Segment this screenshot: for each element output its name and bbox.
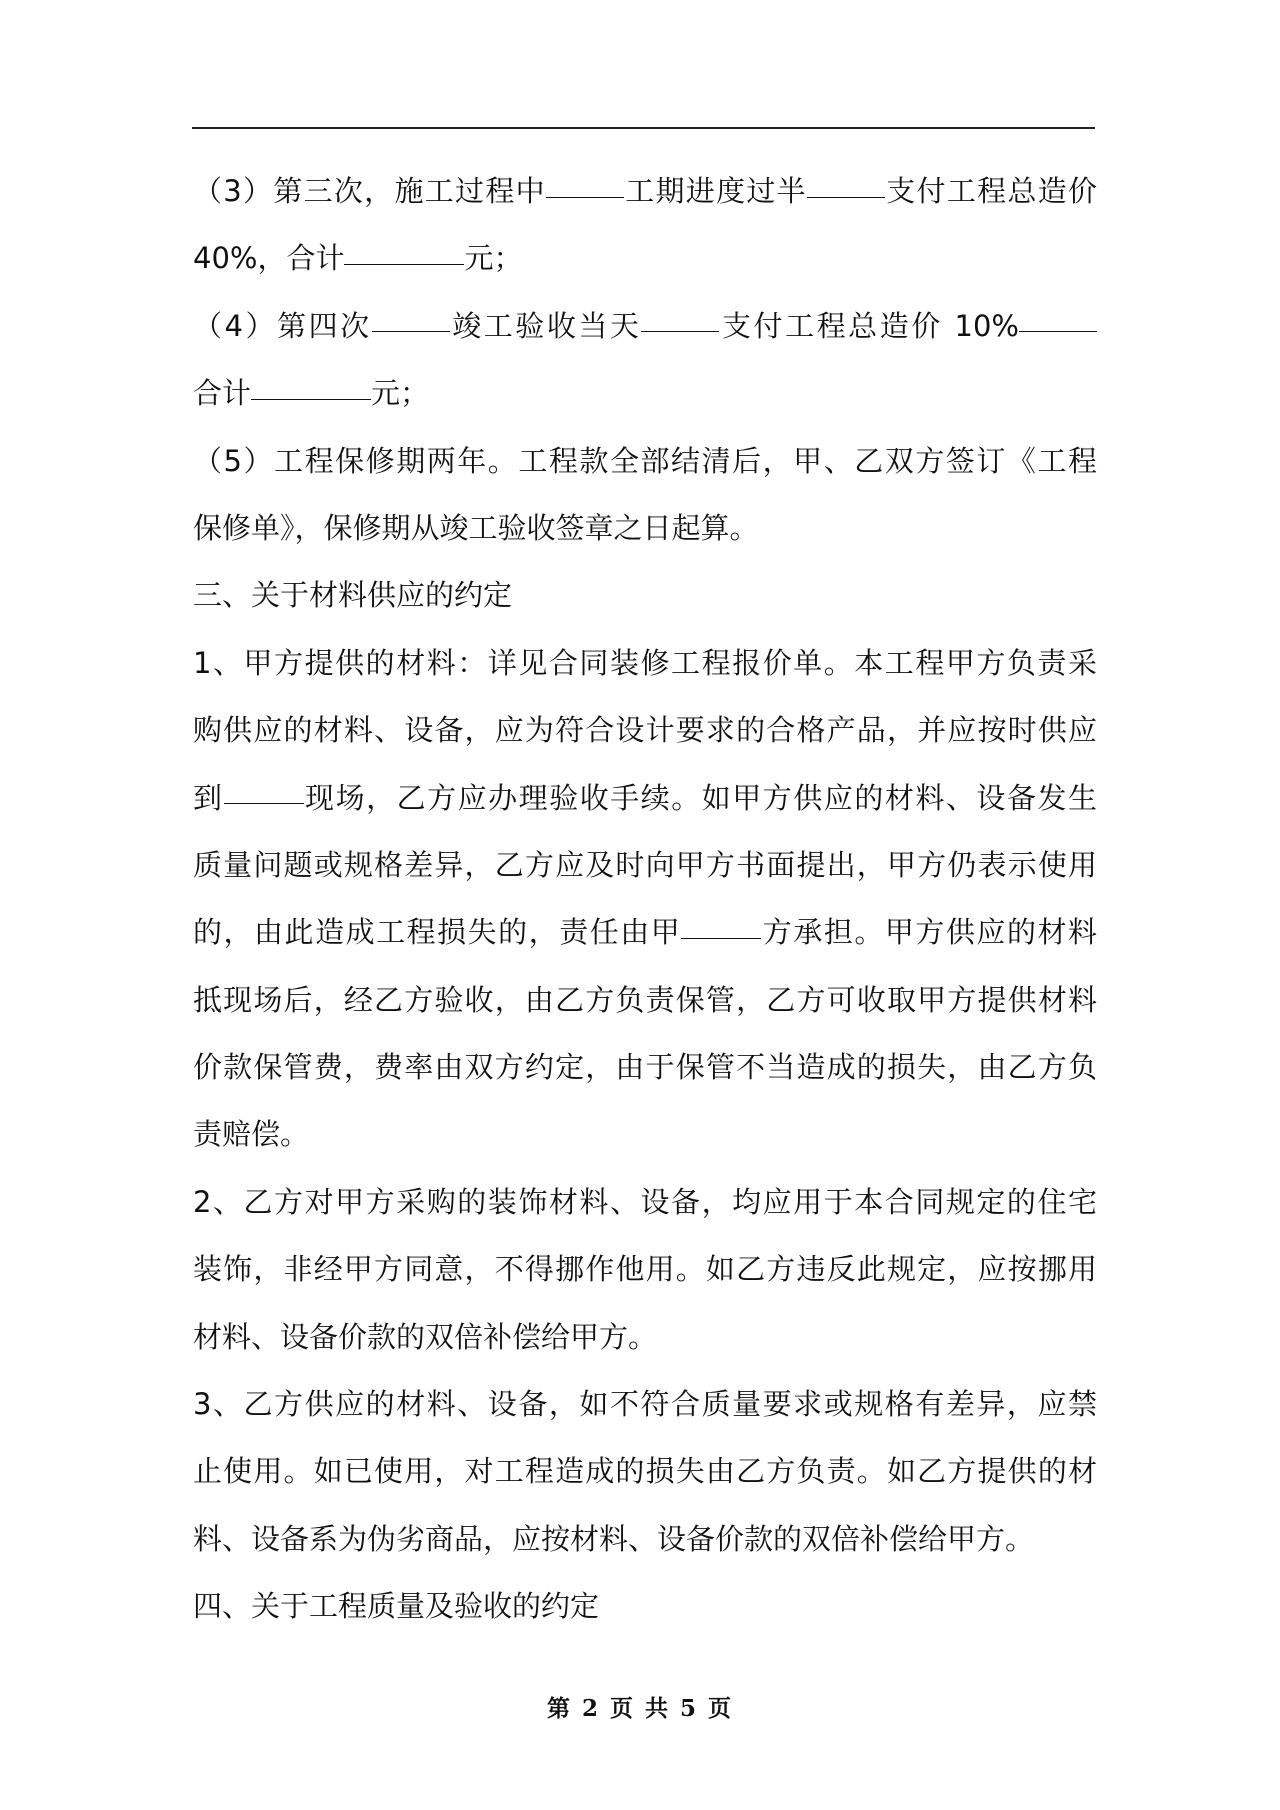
s3-c1-line-1: 1、甲方提供的材料：详见合同装修工程报价单。本工程甲方负责采 bbox=[193, 645, 1097, 680]
fill-blank[interactable] bbox=[224, 803, 304, 804]
s3-c3-line-2: 止使用。如已使用，对工程造成的损失由乙方负责。如乙方提供的材 bbox=[193, 1454, 1097, 1489]
text: 支付工程总造价 bbox=[884, 174, 1097, 208]
fill-blank[interactable] bbox=[807, 197, 885, 198]
clause-5-line-2: 保修单》，保修期从竣工验收签章之日起算。 bbox=[193, 510, 759, 545]
page-number-footer bbox=[0, 1690, 1280, 1723]
text: 支付工程总造价 10% bbox=[719, 308, 1019, 343]
section-3-heading: 三、关于材料供应的约定 bbox=[193, 578, 513, 613]
s3-c1-line-8: 责赔偿。 bbox=[193, 1117, 310, 1152]
text: 的，由此造成工程损失的，责任由甲 bbox=[193, 915, 682, 950]
text: 40%，合计 bbox=[193, 241, 345, 276]
section-4-heading: 四、关于工程质量及验收的约定 bbox=[193, 1589, 600, 1624]
clause-4-line-1 bbox=[193, 293, 1097, 360]
s3-c3-line-3: 料、设备系为伪劣商品，应按材料、设备价款的双倍补偿给甲方。 bbox=[193, 1521, 1035, 1556]
text: 工期进度过半 bbox=[623, 174, 807, 208]
text: （4）第四次 bbox=[193, 308, 372, 343]
s3-c2-line-3: 材料、设备价款的双倍补偿给甲方。 bbox=[193, 1319, 658, 1354]
fill-blank[interactable] bbox=[344, 264, 464, 265]
s3-c2-line-2: 装饰，非经甲方同意，不得挪作他用。如乙方违反此规定，应按挪用 bbox=[193, 1252, 1097, 1287]
text: 现场，乙方应办理验收手续。如甲方供应的材料、设备发生 bbox=[303, 780, 1097, 815]
text: 方承担。甲方供应的材料 bbox=[761, 915, 1097, 950]
s3-c1-line-4: 质量问题或规格差异，乙方应及时向甲方书面提出，甲方仍表示使用 bbox=[193, 847, 1097, 882]
s3-c1-line-3 bbox=[193, 765, 1097, 832]
s3-c2-line-1: 2、乙方对甲方采购的装饰材料、设备，均应用于本合同规定的住宅 bbox=[193, 1184, 1097, 1219]
text: 竣工验收当天 bbox=[449, 308, 642, 343]
footer-text: 共 bbox=[645, 1695, 670, 1722]
s3-c1-line-2: 购供应的材料、设备，应为符合设计要求的合格产品，并应按时供应 bbox=[193, 713, 1097, 748]
text: （3）第三次，施工过程中 bbox=[193, 174, 546, 208]
footer-text: 页 bbox=[610, 1695, 635, 1722]
header-rule bbox=[192, 127, 1095, 129]
total-page-count: 5 bbox=[680, 1695, 699, 1722]
fill-blank[interactable] bbox=[251, 399, 371, 400]
s3-c1-line-6: 抵现场后，经乙方验收，由乙方负责保管，乙方可收取甲方提供材料 bbox=[193, 982, 1097, 1017]
s3-c3-line-1: 3、乙方供应的材料、设备，如不符合质量要求或规格有差异，应禁 bbox=[193, 1387, 1097, 1422]
text: 元； bbox=[464, 241, 523, 276]
footer-text: 第 bbox=[546, 1695, 572, 1722]
s3-c1-line-5 bbox=[193, 899, 1097, 966]
document-body bbox=[193, 158, 1097, 1641]
clause-3-line-2 bbox=[193, 225, 1097, 292]
text: 合计 bbox=[193, 376, 252, 411]
clause-4-line-2 bbox=[193, 360, 1097, 427]
clause-5-line-1: （5）工程保修期两年。工程款全部结清后，甲、乙双方签订《工程 bbox=[193, 443, 1097, 478]
fill-blank[interactable] bbox=[1019, 331, 1097, 332]
clause-3-line-1 bbox=[193, 158, 1097, 225]
text: 到 bbox=[193, 780, 224, 815]
fill-blank[interactable] bbox=[546, 197, 624, 198]
fill-blank[interactable] bbox=[681, 938, 761, 939]
footer-text: 页 bbox=[708, 1695, 734, 1722]
current-page-number: 2 bbox=[581, 1695, 600, 1722]
s3-c1-line-7: 价款保管费，费率由双方约定，由于保管不当造成的损失，由乙方负 bbox=[193, 1050, 1097, 1085]
fill-blank[interactable] bbox=[372, 331, 450, 332]
text: 元； bbox=[371, 376, 430, 411]
fill-blank[interactable] bbox=[641, 331, 719, 332]
